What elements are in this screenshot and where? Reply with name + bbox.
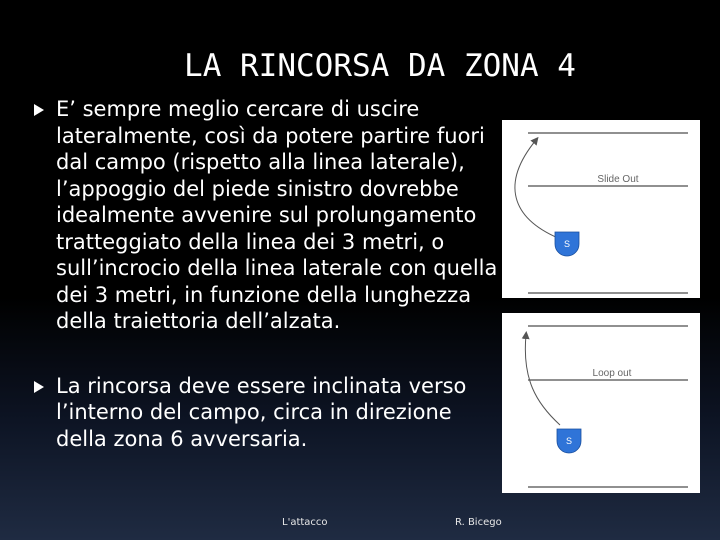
bullet-list — [32, 96, 502, 452]
diagram-label: Slide Out — [597, 174, 639, 185]
footer-right: R. Bicego — [455, 517, 502, 528]
bullet-item — [32, 96, 502, 335]
bullet-text: E’ sempre meglio cercare di uscire lateralmente, così da potere partire fuori dal campo (rispetto alla linea laterale), l’appoggio del piede sinistro dovrebbe idealmente avvenire sul prolungamento tratteggiato della linea dei 3 metri, o sull’incrocio della linea laterale con quella dei 3 metri, in funzione della lunghezza della traiettoria dell’alzata. — [56, 97, 498, 333]
diagram-label: Loop out — [592, 368, 632, 379]
bullet-text: La rincorsa deve essere inclinata verso l’interno del campo, circa in direzione della zona 6 avversaria. — [56, 373, 467, 451]
setter-label: S — [563, 239, 571, 249]
setter-label: S — [565, 436, 573, 446]
approach-path — [515, 140, 558, 238]
loop-out-diagram — [502, 313, 700, 493]
slide-title: LA RINCORSA DA ZONA 4 — [184, 48, 576, 84]
bullet-arrow-icon — [34, 381, 44, 393]
bullet-item — [32, 373, 502, 453]
slide-out-diagram — [502, 120, 700, 298]
bullet-arrow-icon — [34, 104, 44, 116]
footer-left: L'attacco — [282, 517, 328, 528]
